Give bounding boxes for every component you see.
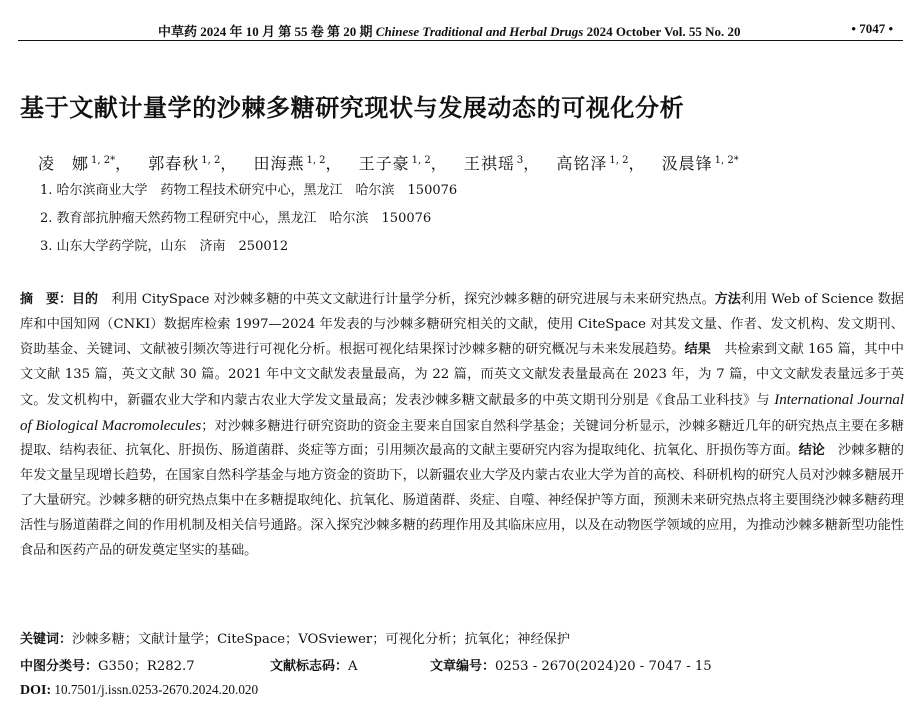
author-affiliation-mark: 1, 2* xyxy=(91,155,116,166)
issue-en: 2024 October Vol. 55 No. 20 xyxy=(586,24,741,39)
methods-text: 利用 Web of Science 数据库和中国知网（CNKI）数据库检索 1997—2024 年发表的与沙棘多糖研究相关的文献，使用 CiteSpace 对其发文量、作者、发文机构、发文期刊、资助基金、关键词、文献被引频次等进行可视化分析。根据可视化结果探讨沙棘多糖的研究概况与未来发展趋势。 xyxy=(20,292,904,357)
objective-text: 利用 CitySpace 对沙棘多糖的中英文文献进行计量学分析，探究沙棘多糖的研究进展与未来研究热点。 xyxy=(98,292,715,307)
keywords-label: 关键词： xyxy=(20,632,73,647)
author-affiliation-mark: 3 xyxy=(516,155,524,166)
clc-label: 中图分类号： xyxy=(20,659,99,674)
results-label: 结果 xyxy=(684,341,711,357)
author-separator: ， xyxy=(220,154,238,173)
author-name: 王祺瑶 xyxy=(463,154,515,173)
article-no-field xyxy=(430,655,712,674)
affiliation-1: 1. 哈尔滨商业大学 药物工程技术研究中心，黑龙江 哈尔滨 150076 xyxy=(40,183,458,198)
author-affiliation-mark: 1, 2* xyxy=(714,155,739,166)
results-text-1: 共检索到文献 165 篇，其中中文文献 135 篇，英文文献 30 篇。2021 年中文文献发表量最高，为 22 篇，而英文文献发表量最高在 2023 年，为 7 篇，中文文献发表量远多于英文。发文机构中，新疆农业大学和内蒙古农业大学发文量最高；发表沙棘多糖文献最多的中英文期刊分别是《食品工业科技》与 xyxy=(20,341,904,408)
doi-value[interactable]: 10.7501/j.issn.0253-2670.2024.20.020 xyxy=(51,682,259,697)
doc-code-value: A xyxy=(348,659,358,674)
abstract-label: 摘 要： xyxy=(20,292,73,307)
author-name: 汲晨锋 xyxy=(661,154,713,173)
author-4 xyxy=(359,154,458,173)
article-no-label: 文章编号： xyxy=(430,659,496,674)
author-separator: ， xyxy=(430,154,448,173)
author-name: 田海燕 xyxy=(253,154,305,173)
author-1 xyxy=(38,154,142,173)
clc-value: G350；R282.7 xyxy=(98,659,195,674)
author-list xyxy=(38,151,739,174)
classification-line xyxy=(20,655,712,674)
page-number: • 7047 • xyxy=(851,21,893,36)
author-3 xyxy=(253,154,352,173)
affiliation-2: 2. 教育部抗肿瘤天然药物工程研究中心，黑龙江 哈尔滨 150076 xyxy=(40,211,432,226)
running-header xyxy=(18,18,903,41)
article-no-value: 0253 - 2670(2024)20 - 7047 - 15 xyxy=(495,659,712,674)
author-name: 凌 娜 xyxy=(38,154,90,173)
keywords-value: 沙棘多糖；文献计量学；CiteSpace；VOSviewer；可视化分析；抗氧化；神经保护 xyxy=(72,632,571,647)
affiliation-3: 3. 山东大学药学院，山东 济南 250012 xyxy=(40,239,289,254)
journal-name-cn: 中草药 xyxy=(158,24,198,39)
author-separator: ， xyxy=(325,154,343,173)
journal-name-en: Chinese Traditional and Herbal Drugs xyxy=(375,24,584,39)
conclusion-label: 结论 xyxy=(798,443,825,459)
clc-field xyxy=(20,655,270,674)
results-journal-en: International Journal of Biological Macromolecules xyxy=(20,391,905,434)
doi-line xyxy=(20,682,258,699)
article-title: 基于文献计量学的沙棘多糖研究现状与发展动态的可视化分析 xyxy=(20,94,685,122)
issue-cn: 2024 年 10 月 第 55 卷 第 20 期 xyxy=(200,24,373,39)
author-affiliation-mark: 1, 2 xyxy=(609,155,629,166)
author-affiliation-mark: 1, 2 xyxy=(201,155,221,166)
doc-code-field xyxy=(270,655,430,674)
author-name: 高铭泽 xyxy=(556,154,608,173)
author-name: 王子豪 xyxy=(358,154,410,173)
objective-label: 目的 xyxy=(72,292,99,307)
author-separator: ， xyxy=(115,154,133,173)
author-6 xyxy=(556,154,655,173)
abstract xyxy=(20,288,904,564)
doi-label: DOI: xyxy=(20,683,52,698)
author-name: 郭春秋 xyxy=(148,154,200,173)
results-text-2: ；对沙棘多糖进行研究资助的资金主要来自国家自然科学基金；关键词分析显示，沙棘多糖近几年的研究热点主要在多糖提取、结构表征、抗氧化、肝损伤、肠道菌群、炎症等方面；引用频次最高的文献主要研究内容为提取纯化、抗氧化、肝损伤等方面。 xyxy=(20,418,904,459)
keywords xyxy=(20,628,570,647)
author-affiliation-mark: 1, 2 xyxy=(411,155,431,166)
author-5 xyxy=(464,154,550,173)
author-separator: ， xyxy=(523,154,541,173)
methods-label: 方法 xyxy=(714,292,741,307)
running-header-citation xyxy=(158,21,741,40)
doc-code-label: 文献标志码： xyxy=(270,659,349,674)
author-separator: ， xyxy=(628,154,646,173)
conclusion-text: 沙棘多糖的年发文量呈现增长趋势，在国家自然科学基金与地方资金的资助下，以新疆农业大学及内蒙古农业大学为首的高校、科研机构的研究人员对沙棘多糖展开了大量研究。沙棘多糖的研究热点集中在多糖提取纯化、抗氧化、肠道菌群、炎症、自噬、神经保护等方面，预测未来研究热点将主要围绕沙棘多糖药理活性与肠道菌群之间的作用机制及相关信号通路。深入探究沙棘多糖的药理作用及其临床应用，以及在动物医学领域的应用，为推动沙棘多糖新型功能性食品和医药产品的研发奠定坚实的基础。 xyxy=(20,443,904,559)
author-7 xyxy=(662,154,739,173)
author-2 xyxy=(148,154,247,173)
author-affiliation-mark: 1, 2 xyxy=(306,155,326,166)
affiliation-list xyxy=(40,180,457,264)
